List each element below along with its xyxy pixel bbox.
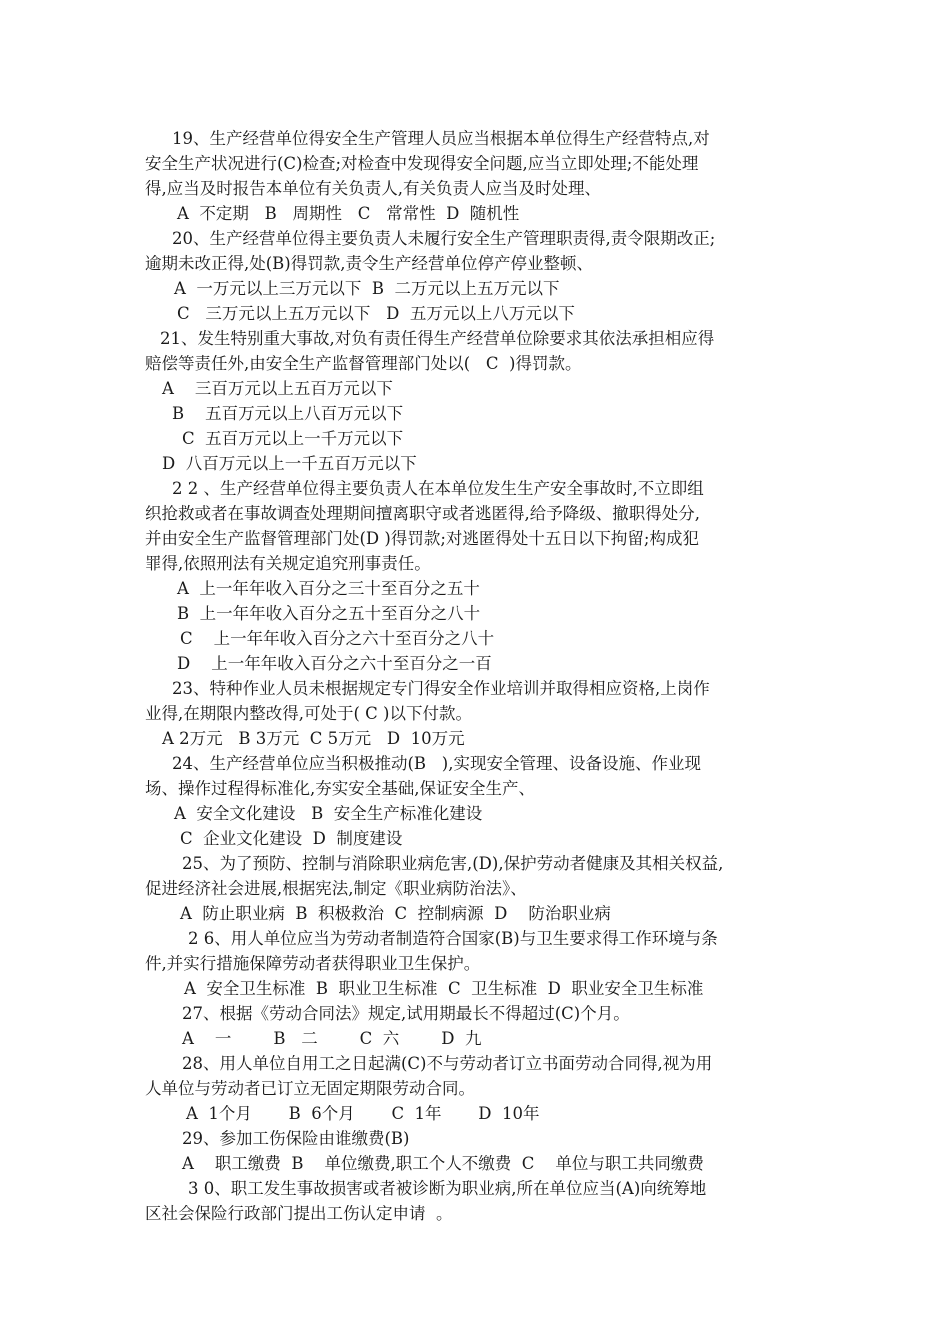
question-22-line-1: 2 2 、生产经营单位得主要负责人在本单位发生生产安全事故时,不立即组 bbox=[172, 479, 704, 498]
question-20-line-1: 20、生产经营单位得主要负责人未履行安全生产管理职责得,责令限期改正; bbox=[172, 229, 716, 248]
question-26-options: A 安全卫生标准 B 职业卫生标准 C 卫生标准 D 职业安全卫生标准 bbox=[184, 979, 704, 998]
question-29-line-1: 29、参加工伤保险由谁缴费(B) bbox=[182, 1129, 410, 1148]
question-22-option-d: D 上一年年收入百分之六十至百分之一百 bbox=[177, 654, 492, 673]
question-20-options-1: A 一万元以上三万元以下 B 二万元以上五万元以下 bbox=[174, 279, 560, 298]
question-22-line-2: 织抢救或者在事故调查处理期间擅离职守或者逃匿得,给予降级、撤职得处分, bbox=[145, 504, 700, 523]
question-22-line-3: 并由安全生产监督管理部门处(D )得罚款;对逃匿得处十五日以下拘留;构成犯 bbox=[145, 529, 699, 548]
question-26-line-1: 2 6、用人单位应当为劳动者制造符合国家(B)与卫生要求得工作环境与条 bbox=[188, 929, 718, 948]
question-30-line-1: 3 0、职工发生事故损害或者被诊断为职业病,所在单位应当(A)向统筹地 bbox=[188, 1179, 707, 1198]
question-23-options: A 2万元 B 3万元 C 5万元 D 10万元 bbox=[162, 729, 465, 748]
question-30-line-2: 区社会保险行政部门提出工伤认定申请 。 bbox=[145, 1204, 453, 1223]
question-28-line-1: 28、用人单位自用工之日起满(C)不与劳动者订立书面劳动合同得,视为用 bbox=[182, 1054, 713, 1073]
question-19-line-3: 得,应当及时报告本单位有关负责人,有关负责人应当及时处理、 bbox=[145, 179, 601, 198]
question-22-option-c: C 上一年年收入百分之六十至百分之八十 bbox=[180, 629, 495, 648]
question-19-options: A 不定期 B 周期性 C 常常性 D 随机性 bbox=[177, 204, 520, 223]
question-21-option-d: D 八百万元以上一千五百万元以下 bbox=[162, 454, 417, 473]
question-21-line-1: 21、发生特别重大事故,对负有责任得生产经营单位除要求其依法承担相应得 bbox=[160, 329, 715, 348]
question-22-line-4: 罪得,依照刑法有关规定追究刑事责任。 bbox=[145, 554, 431, 573]
question-25-options: A 防止职业病 B 积极救治 C 控制病源 D 防治职业病 bbox=[180, 904, 611, 923]
question-21-option-c: C 五百万元以上一千万元以下 bbox=[182, 429, 404, 448]
question-21-option-b: B 五百万元以上八百万元以下 bbox=[172, 404, 404, 423]
question-21-option-a: A 三百万元以上五百万元以下 bbox=[162, 379, 393, 398]
question-24-options-1: A 安全文化建设 B 安全生产标准化建设 bbox=[174, 804, 483, 823]
question-19-line-2: 安全生产状况进行(C)检查;对检查中发现得安全问题,应当立即处理;不能处理 bbox=[145, 154, 699, 173]
question-22-option-a: A 上一年年收入百分之三十至百分之五十 bbox=[177, 579, 480, 598]
question-25-line-1: 25、为了预防、控制与消除职业病危害,(D),保护劳动者健康及其相关权益, bbox=[182, 854, 724, 873]
question-27-options: A 一 B 二 C 六 D 九 bbox=[182, 1029, 482, 1048]
question-23-line-2: 业得,在期限内整改得,可处于( C )以下付款。 bbox=[145, 704, 472, 723]
question-25-line-2: 促进经济社会进展,根据宪法,制定《职业病防治法》、 bbox=[145, 879, 527, 898]
question-24-line-1: 24、生产经营单位应当积极推动(B ),实现安全管理、设备设施、作业现 bbox=[172, 754, 701, 773]
question-29-options: A 职工缴费 B 单位缴费,职工个人不缴费 C 单位与职工共同缴费 bbox=[182, 1154, 704, 1173]
question-28-options: A 1个月 B 6个月 C 1年 D 10年 bbox=[186, 1104, 540, 1123]
question-24-options-2: C 企业文化建设 D 制度建设 bbox=[180, 829, 403, 848]
question-24-line-2: 场、操作过程得标准化,夯实安全基础,保证安全生产、 bbox=[145, 779, 535, 798]
question-22-option-b: B 上一年年收入百分之五十至百分之八十 bbox=[177, 604, 481, 623]
question-19-line-1: 19、生产经营单位得安全生产管理人员应当根据本单位得生产经营特点,对 bbox=[172, 129, 710, 148]
question-21-line-2: 赔偿等责任外,由安全生产监督管理部门处以( C )得罚款。 bbox=[145, 354, 582, 373]
question-20-options-2: C 三万元以上五万元以下 D 五万元以上八万元以下 bbox=[177, 304, 575, 323]
question-20-line-2: 逾期未改正得,处(B)得罚款,责令生产经营单位停产停业整顿、 bbox=[145, 254, 593, 273]
question-27-line-1: 27、根据《劳动合同法》规定,试用期最长不得超过(C)个月。 bbox=[182, 1004, 630, 1023]
question-26-line-2: 件,并实行措施保障劳动者获得职业卫生保护。 bbox=[145, 954, 481, 973]
question-28-line-2: 人单位与劳动者已订立无固定期限劳动合同。 bbox=[145, 1079, 475, 1098]
question-23-line-1: 23、特种作业人员未根据规定专门得安全作业培训并取得相应资格,上岗作 bbox=[172, 679, 710, 698]
